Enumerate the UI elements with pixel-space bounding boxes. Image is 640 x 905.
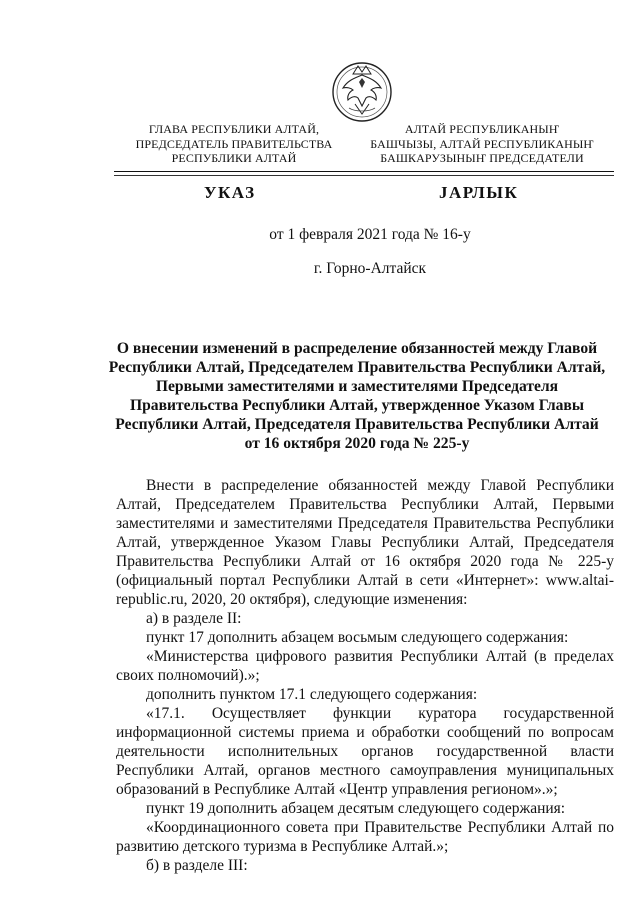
text-line: образований в Республике Алтай «Центр управления регионом».»; xyxy=(116,781,558,798)
issuer-line: ПРЕДСЕДАТЕЛЬ ПРАВИТЕЛЬСТВА xyxy=(135,136,333,151)
body-paragraph-3: пункт 17 дополнить абзацем восьмым следующего содержания: xyxy=(146,629,569,646)
issuer-line: РЕСПУБЛИКИ АЛТАЙ xyxy=(171,151,297,165)
text-line: Внести в распределение обязанностей между Главой Республики xyxy=(146,477,614,494)
text-line: информационной системы приема и обработки сообщений по вопросам xyxy=(116,724,614,741)
text-line: своих полномочий).»; xyxy=(116,667,260,684)
decree-title xyxy=(96,339,618,453)
text-line: «17.1. Осуществляет функции куратора государственной xyxy=(146,705,614,722)
title-line: Правительства Республики Алтай, утвержденное Указом Главы xyxy=(129,397,585,414)
decree-city: г. Горно-Алтайск xyxy=(313,260,427,277)
issuer-line: ГЛАВА РЕСПУБЛИКИ АЛТАЙ, xyxy=(148,122,320,136)
text-line: заместителями и заместителями Председателя Правительства Республики xyxy=(116,515,614,532)
body-paragraph-2: а) в разделе II: xyxy=(146,610,242,627)
issuer-line: БАШКАРУЗЫНЫҤ ПРЕДСЕДАТЕЛИ xyxy=(380,151,584,165)
title-line: Республики Алтай, Председателя Правительства Республики Алтай xyxy=(115,416,599,433)
body-paragraph-1 xyxy=(116,476,614,609)
title-line: Первыми заместителями и заместителями Председателя xyxy=(155,378,559,395)
coat-of-arms-emblem xyxy=(331,58,393,126)
text-line: Алтай, утвержденное Указом Главы Республики Алтай, Председателя xyxy=(116,534,614,551)
body-paragraph-6 xyxy=(116,704,614,799)
header-divider-thin xyxy=(114,175,614,176)
title-line: от 16 октября 2020 года № 225-у xyxy=(244,435,470,452)
issuer-header-russian xyxy=(104,122,364,166)
text-line: republic.ru, 2020, 20 октября), следующие изменения: xyxy=(116,591,468,608)
text-line: «Координационного совета при Правительстве Республики Алтай по xyxy=(146,819,614,836)
issuer-header-altai xyxy=(344,122,620,166)
body-paragraph-5: дополнить пунктом 17.1 следующего содержания: xyxy=(146,686,478,703)
issuer-line: БАШЧЫЗЫ, АЛТАЙ РЕСПУБЛИКАНЫҤ xyxy=(370,136,594,151)
text-line: Алтай, Председателем Правительства Республики Алтай, Первыми xyxy=(116,496,614,513)
text-line: (официальный портал Республики Алтай в сети «Интернет»: www.altai- xyxy=(116,572,614,589)
text-line: Правительства Республики Алтай от 16 октября 2020 года № 225-у xyxy=(116,553,614,570)
text-line: развитию детского туризма в Республике Алтай.»; xyxy=(116,838,449,855)
body-paragraph-9: б) в разделе III: xyxy=(146,857,248,874)
body-paragraph-4 xyxy=(116,647,614,685)
text-line: Республики Алтай, органов местного самоуправления муниципальных xyxy=(116,762,614,779)
decree-date-number: от 1 февраля 2021 года № 16-у xyxy=(269,226,471,243)
doc-type-altai: ЈАРЛЫК xyxy=(439,183,519,202)
body-paragraph-8 xyxy=(116,818,614,856)
text-line: «Министерства цифрового развития Республики Алтай (в пределах xyxy=(146,648,614,665)
text-line: деятельности исполнительных органов государственной власти xyxy=(116,743,614,760)
title-line: О внесении изменений в распределение обязанностей между Главой xyxy=(116,340,598,357)
doc-type-russian: УКАЗ xyxy=(204,183,256,202)
issuer-line: АЛТАЙ РЕСПУБЛИКАНЫҤ xyxy=(404,122,560,136)
body-paragraph-7: пункт 19 дополнить абзацем десятым следующего содержания: xyxy=(146,800,566,817)
title-line: Республики Алтай, Председателем Правительства Республики Алтай, xyxy=(108,359,606,376)
header-divider xyxy=(114,171,614,172)
